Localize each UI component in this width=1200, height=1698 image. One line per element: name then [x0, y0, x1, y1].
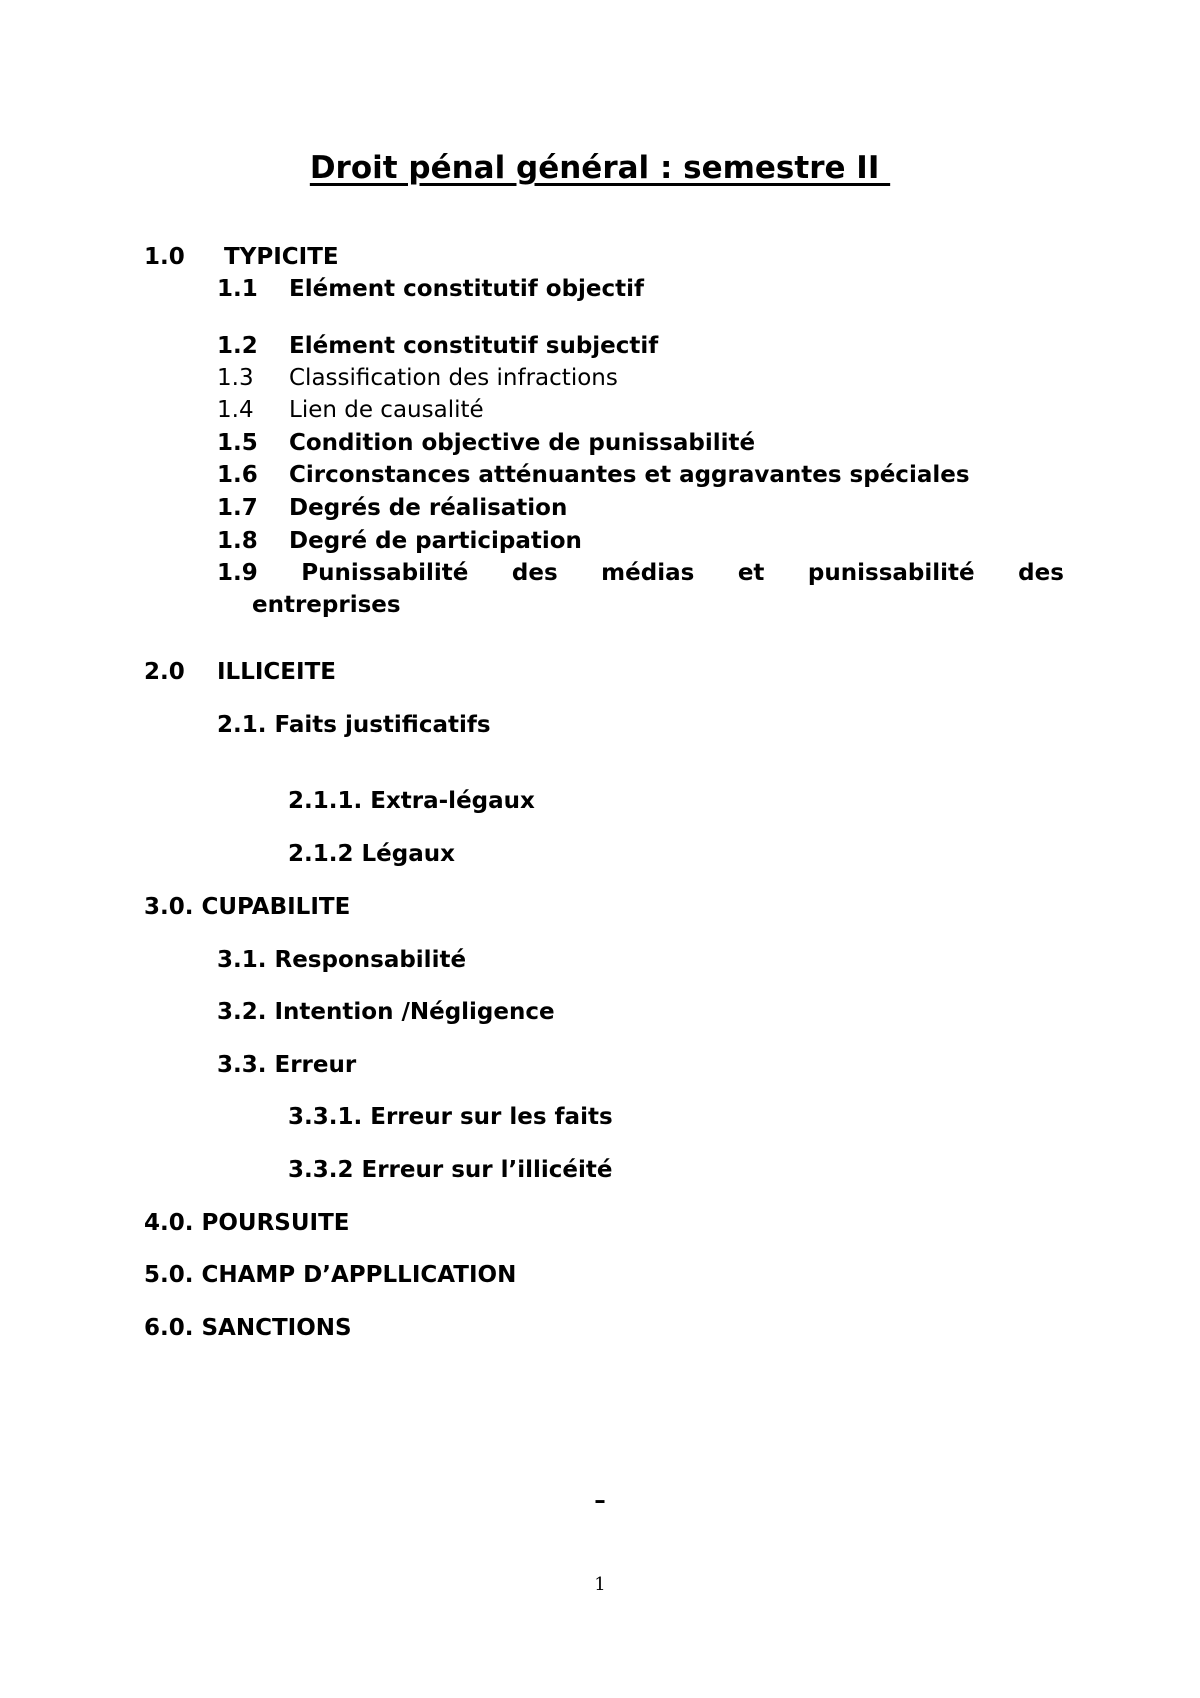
list-item-1-6 — [217, 460, 970, 490]
list-item-3-3-1: 3.3.1. Erreur sur les faits — [288, 1104, 613, 1130]
section-illiceite — [144, 657, 336, 687]
list-item-3-3-2: 3.3.2 Erreur sur l’illicéité — [288, 1157, 613, 1183]
list-item-1-8 — [217, 526, 582, 556]
item-number: 1.9 — [217, 560, 258, 586]
page-number: 1 — [594, 1574, 606, 1595]
item-number: 1.7 — [217, 495, 258, 521]
item-number: 1.2 — [217, 333, 258, 359]
section-culpabilite: 3.0. CUPABILITE — [144, 894, 351, 920]
item-word: médias — [601, 560, 695, 586]
item-number: 1.6 — [217, 462, 258, 488]
item-word: des — [511, 560, 558, 586]
section-number: 1.0 — [144, 244, 185, 270]
list-item-1-4 — [217, 395, 484, 425]
item-number: 1.5 — [217, 430, 258, 456]
list-item-1-3 — [217, 363, 618, 393]
section-typicite — [144, 242, 339, 272]
item-number: 1.3 — [217, 365, 254, 391]
list-item-1-1 — [217, 274, 644, 304]
list-item-1-7 — [217, 493, 567, 523]
item-label: Condition objective de punissabilité — [289, 430, 756, 456]
document-title: Droit pénal général : semestre II — [309, 150, 891, 186]
list-item-3-2: 3.2. Intention /Négligence — [217, 999, 555, 1025]
list-item-2-1-2: 2.1.2 Légaux — [288, 841, 455, 867]
separator-dash: – — [594, 1488, 606, 1514]
item-label: Degrés de réalisation — [289, 495, 568, 521]
item-number: 1.8 — [217, 528, 258, 554]
item-label: Elément constitutif subjectif — [289, 333, 659, 359]
list-item-2-1: 2.1. Faits justificatifs — [217, 712, 491, 738]
list-item-2-1-1: 2.1.1. Extra-légaux — [288, 788, 535, 814]
list-item-1-5 — [217, 428, 755, 458]
item-label: Lien de causalité — [289, 397, 484, 423]
section-poursuite: 4.0. POURSUITE — [144, 1210, 350, 1236]
list-item-3-1: 3.1. Responsabilité — [217, 947, 467, 973]
item-label: Elément constitutif objectif — [289, 276, 645, 302]
section-label: ILLICEITE — [217, 659, 336, 685]
item-number: 1.1 — [217, 276, 258, 302]
item-word: des — [1018, 560, 1064, 586]
section-champ-application: 5.0. CHAMP D’APPLLICATION — [144, 1262, 517, 1288]
section-sanctions: 6.0. SANCTIONS — [144, 1315, 352, 1341]
section-label: TYPICITE — [224, 244, 339, 270]
item-label: Circonstances atténuantes et aggravantes spéciales — [289, 462, 970, 488]
item-word: Punissabilité — [301, 560, 469, 586]
item-word: punissabilité — [807, 560, 975, 586]
list-item-3-3: 3.3. Erreur — [217, 1052, 357, 1078]
section-number: 2.0 — [144, 659, 185, 685]
list-item-1-9 — [217, 558, 1064, 588]
list-item-1-9-continuation: entreprises — [252, 592, 401, 618]
item-number: 1.4 — [217, 397, 254, 423]
item-label: Classification des infractions — [289, 365, 618, 391]
item-word: et — [737, 560, 765, 586]
item-label: Degré de participation — [289, 528, 582, 554]
list-item-1-2 — [217, 331, 658, 361]
